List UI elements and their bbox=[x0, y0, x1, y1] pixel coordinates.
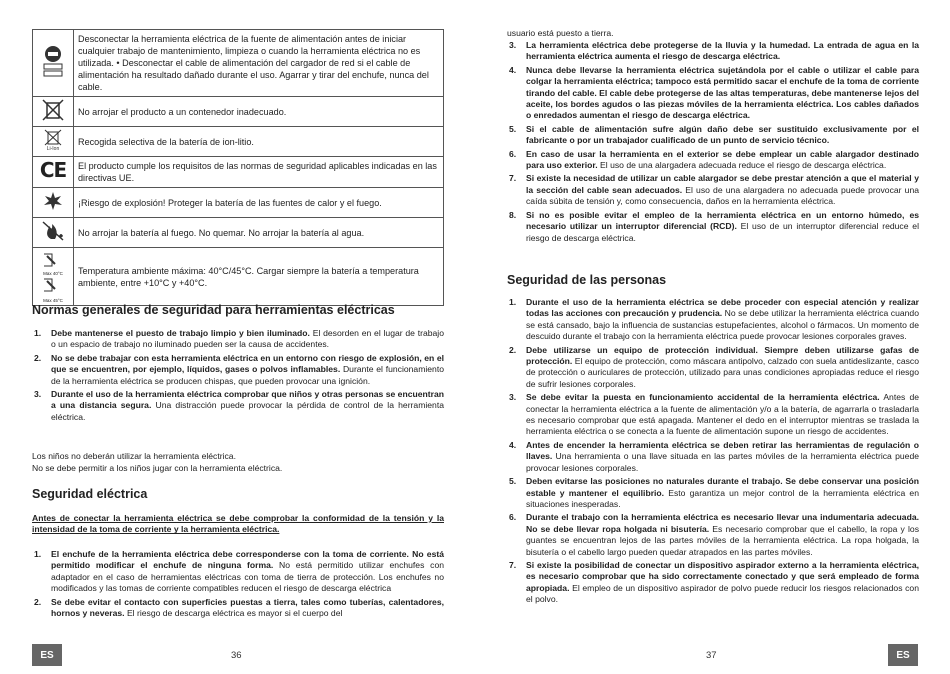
svg-text:Li-Ion: Li-Ion bbox=[46, 146, 60, 151]
page-right bbox=[475, 0, 950, 674]
table-row-text: Desconectar la herramienta eléctrica de la fuente de alimentación antes de iniciar cualquier trabajo de mantenimiento, limpieza o cuando la herramienta eléctrica no es utilizada. • Desconectar el cable de alimentación del cargador de red si el cable de alimentación ha resultado dañado durante el uso. Agarrar y tirar del enchufe, nunca del cable. bbox=[74, 30, 444, 97]
list-item-bold: Antes de encender la herramienta eléctrica se deben retirar las herramientas de regulación o llaves. bbox=[526, 439, 919, 462]
list-item-number: 6. bbox=[509, 512, 517, 523]
list-item bbox=[507, 173, 919, 207]
no-fire-icon bbox=[40, 220, 66, 242]
list-item-bold: Durante el uso de la herramienta eléctrica se debe proceder con especial atención y realizar todas las acciones con precaución y prudencia. bbox=[526, 297, 919, 319]
list-item-text: Es necesario comprobar que el cabello, la ropa y los guantes se encuentran lejos de las partes móviles de la herramienta eléctrica. La ropa holgada, la bisutería o el cabello largo pueden quedar atrapados en las partes móviles. bbox=[526, 523, 919, 557]
list-item-bold: Si no es posible evitar el empleo de la herramienta eléctrica en un entorno húmedo, es necesario utilizar un interruptor diferencial (RCD). bbox=[526, 209, 919, 232]
power-tool-unplug-icon bbox=[40, 45, 66, 67]
table-row bbox=[33, 30, 444, 97]
list-item bbox=[32, 549, 444, 595]
list-item-text: El empleo de un dispositivo aspirador de polvo puede reducir los riesgos relacionados con el polvo. bbox=[526, 582, 919, 605]
li-ion-bin-icon bbox=[40, 129, 66, 151]
list-item-bold: Debe mantenerse el puesto de trabajo limpio y bien iluminado. bbox=[51, 328, 310, 338]
list-item bbox=[32, 328, 444, 351]
list-item-text: El riesgo de descarga eléctrica es mayor si el cuerpo del bbox=[124, 608, 343, 619]
table-row bbox=[33, 97, 444, 127]
list-item-text: Una distracción puede provocar la pérdida de control de la herramienta eléctrica. bbox=[51, 400, 444, 422]
table-row-text: No arrojar la batería al fuego. No quemar. No arrojar la batería al agua. bbox=[74, 218, 444, 248]
list-item bbox=[507, 65, 919, 122]
list-item bbox=[507, 124, 919, 147]
table-row bbox=[33, 218, 444, 248]
symbols-table bbox=[32, 29, 444, 306]
table-row-text: Temperatura ambiente máxima: 40°C/45°C. Cargar siempre la batería a temperatura ambiente, entre +10°C y +40°C. bbox=[74, 248, 444, 306]
list-item-bold: Debe utilizarse un equipo de protección individual. Siempre deben utilizarse gafas de protección. bbox=[526, 344, 919, 367]
heading-electrical-safety: Seguridad eléctrica bbox=[32, 487, 148, 501]
list-item-number: 1. bbox=[34, 549, 42, 559]
table-row-text: No arrojar el producto a un contenedor inadecuado. bbox=[74, 97, 444, 127]
table-row-text: Recogida selectiva de la batería de ion-litio. bbox=[74, 127, 444, 157]
table-row bbox=[33, 188, 444, 218]
list-item-text: El uso de una alargadera no adecuada puede provocar una caída súbita de tensión y, como consecuencia, daños en la herramienta eléctrica. bbox=[526, 184, 920, 207]
list-item-bold: Si existe la posibilidad de conectar un dispositivo aspirador externo a la herramienta eléctrica, es necesario comprobar que ha sido correctamente conectado y que será empleado de forma apropiada. bbox=[526, 559, 919, 593]
list-item bbox=[507, 297, 919, 343]
list-item bbox=[32, 389, 444, 423]
electrical-list bbox=[32, 549, 444, 621]
list-item-text: Una herramienta o una llave situada en las partes móviles de la herramienta eléctrica puede provocar lesiones corporales. bbox=[526, 451, 919, 473]
list-item bbox=[507, 476, 919, 510]
list-item bbox=[507, 512, 919, 558]
table-row bbox=[33, 248, 444, 306]
list-item-text: El uso de una alargadera adecuada reduce el riesgo de descarga eléctrica. bbox=[597, 160, 887, 171]
kids-note-1: Los niños no deberán utilizar la herramienta eléctrica. bbox=[32, 451, 236, 461]
list-item-bold: El enchufe de la herramienta eléctrica debe corresponderse con la toma de corriente. No está permitido modificar el enchufe de ninguna forma. bbox=[51, 549, 444, 571]
list-item-bold: En caso de usar la herramienta en el exterior se debe emplear un cable alargador destinado para uso exterior. bbox=[526, 148, 919, 171]
list-item-text: El uso de un interruptor diferencial reduce el riesgo de descarga eléctrica. bbox=[526, 221, 919, 243]
page-number: 37 bbox=[706, 650, 717, 661]
table-row bbox=[33, 157, 444, 188]
list-item-text: No está permitido utilizar enchufes con adaptador en el caso de herramientas eléctricas con toma de tierra de protección. Los enchufes no modificados y las tomas de corriente compatibles reducen el riesgo de descarga eléctrica bbox=[51, 560, 445, 594]
list-item-number: 3. bbox=[509, 40, 517, 50]
list-item-bold: Se debe evitar la puesta en funcionamiento accidental de la herramienta eléctrica. bbox=[526, 392, 880, 403]
list-item-text: Antes de conectar la herramienta eléctrica a la fuente de alimentación y/o a la batería, de agarrarla o trasladarla es necesario comprobar que está apagada. Mantener el dedo en el interruptor mientras se traslada la herramienta eléctrica o se conecta a la fuente de alimentación supone un riesgo de accidentes. bbox=[526, 392, 920, 437]
list-item-number: 5. bbox=[509, 476, 517, 487]
list-item-text: No se debe utilizar la herramienta eléctrica cuando se está cansado, bajo la influencia de sustancias estupefacientes, alcohol o fármacos. Un momento de descuido durante el trabajo con la herramienta eléctrica puede provocar lesiones corporales graves. bbox=[526, 308, 919, 342]
table-row bbox=[33, 127, 444, 157]
list-item-number: 1. bbox=[34, 328, 42, 338]
kids-note-2: No se debe permitir a los niños jugar con la herramienta eléctrica. bbox=[32, 463, 283, 473]
list-item-text: El equipo de protección, como máscara antipolvo, calzado con suela antideslizante, casco de protección o auriculares de protección, utilizado para unas condiciones apropiadas reduce el riesgo de sufrir lesiones corporales. bbox=[526, 356, 919, 389]
list-item-bold: Si existe la necesidad de utilizar un cable alargador se debe prestar atención a que el material y la sección del cable sean adecuados. bbox=[526, 173, 919, 195]
list-item bbox=[32, 353, 444, 387]
list-item-bold: Deben evitarse las posiciones no naturales durante el trabajo. Se debe conservar una posición estable y mantener el equilibrio. bbox=[526, 476, 919, 498]
heading-general-safety: Normas generales de seguridad para herramientas eléctricas bbox=[32, 303, 395, 317]
list-item bbox=[507, 40, 919, 63]
list-item-number: 4. bbox=[509, 439, 517, 450]
list-item-bold: La herramienta eléctrica debe protegerse de la lluvia y la humedad. La entrada de agua en la herramienta eléctrica aumenta el riesgo de descarga eléctrica. bbox=[526, 40, 919, 62]
table-row-text: El producto cumple los requisitos de las normas de seguridad aplicables indicadas en las directivas UE. bbox=[74, 157, 444, 188]
list-item bbox=[507, 210, 919, 244]
list-item-number: 6. bbox=[509, 148, 517, 159]
continued-text: usuario está puesto a tierra. bbox=[507, 28, 614, 38]
electrical-intro: Antes de conectar la herramienta eléctrica se debe comprobar la conformidad de la tensión y la intensidad de la toma de corriente y la herramienta eléctrica. bbox=[32, 513, 444, 535]
list-item-number: 1. bbox=[509, 297, 517, 307]
list-item-number: 7. bbox=[509, 173, 517, 184]
page-number: 36 bbox=[231, 650, 242, 661]
temp-label-40: Max 40°C bbox=[43, 271, 63, 276]
list-item-bold: Nunca debe llevarse la herramienta eléctrica sujetándola por el cable o utilizar el cable para colgar la herramienta eléctrica; tampoco está permitido sacar el enchufe de la toma de corriente tirando del cable. El cable debe protegerse de las altas temperaturas, debe mantenerse lejos del aceite, los bordes agudos o las piezas móviles de la herramienta eléctrica. Los cables dañados o enredados aumentan el riesgo de descarga eléctrica. bbox=[526, 64, 919, 121]
list-item-number: 5. bbox=[509, 123, 517, 134]
list-item-number: 2. bbox=[34, 352, 42, 363]
list-item bbox=[507, 345, 919, 391]
list-item-bold: Se debe evitar el contacto con superficies puestas a tierra, tales como tuberías, calentadores, hornos y neveras. bbox=[51, 596, 444, 619]
list-item bbox=[507, 392, 919, 438]
list-item bbox=[507, 440, 919, 474]
electrical-list-continued bbox=[507, 40, 919, 246]
list-item bbox=[507, 149, 919, 172]
list-item-number: 4. bbox=[509, 64, 517, 75]
language-tab: ES bbox=[888, 644, 918, 666]
list-item-text: El desorden en el lugar de trabajo o un espacio de trabajo no iluminado pueden ser la causa de accidentes. bbox=[51, 328, 444, 350]
crossed-bin-icon bbox=[40, 99, 66, 121]
temp-label-45: Max 45°C bbox=[43, 298, 63, 303]
list-item-bold: Si el cable de alimentación sufre algún daño debe ser sustituido exclusivamente por el fabricante o por un trabajador cualificado de un punto de servicio técnico. bbox=[526, 123, 919, 146]
list-item-bold: Durante el trabajo con la herramienta eléctrica es necesario llevar una indumentaria adecuada. No se debe llevar ropa holgada ni bisutería. bbox=[526, 512, 919, 534]
personal-list bbox=[507, 297, 919, 608]
list-item-text: Durante el funcionamiento de la herramienta eléctrica se producen chispas, que pueden provocar una ignición. bbox=[51, 364, 444, 386]
list-item bbox=[507, 560, 919, 606]
table-row-text: ¡Riesgo de explosión! Proteger la batería de las fuentes de calor y el fuego. bbox=[74, 188, 444, 218]
list-item-bold: No se debe trabajar con esta herramienta eléctrica en un entorno con riesgo de explosión, en el que se encuentren, por ejemplo, líquidos, gases o polvos inflamables. bbox=[51, 352, 444, 375]
language-tab: ES bbox=[32, 644, 62, 666]
general-list bbox=[32, 328, 444, 425]
list-item-number: 7. bbox=[509, 559, 517, 570]
explosion-icon bbox=[40, 190, 66, 212]
list-item-bold: Durante el uso de la herramienta eléctrica comprobar que niños y otras personas se encuentran a una distancia segura. bbox=[51, 389, 444, 411]
heading-personal-safety: Seguridad de las personas bbox=[507, 273, 667, 287]
list-item-number: 2. bbox=[34, 596, 42, 607]
list-item-number: 8. bbox=[509, 209, 517, 220]
list-item-number: 3. bbox=[34, 389, 42, 400]
list-item-text: Esto garantiza un mejor control de la herramienta eléctrica en situaciones inesperadas. bbox=[526, 487, 919, 509]
list-item-number: 2. bbox=[509, 344, 517, 355]
list-item bbox=[32, 597, 444, 620]
list-item-number: 3. bbox=[509, 392, 517, 403]
ce-mark-icon: CE bbox=[39, 158, 67, 182]
